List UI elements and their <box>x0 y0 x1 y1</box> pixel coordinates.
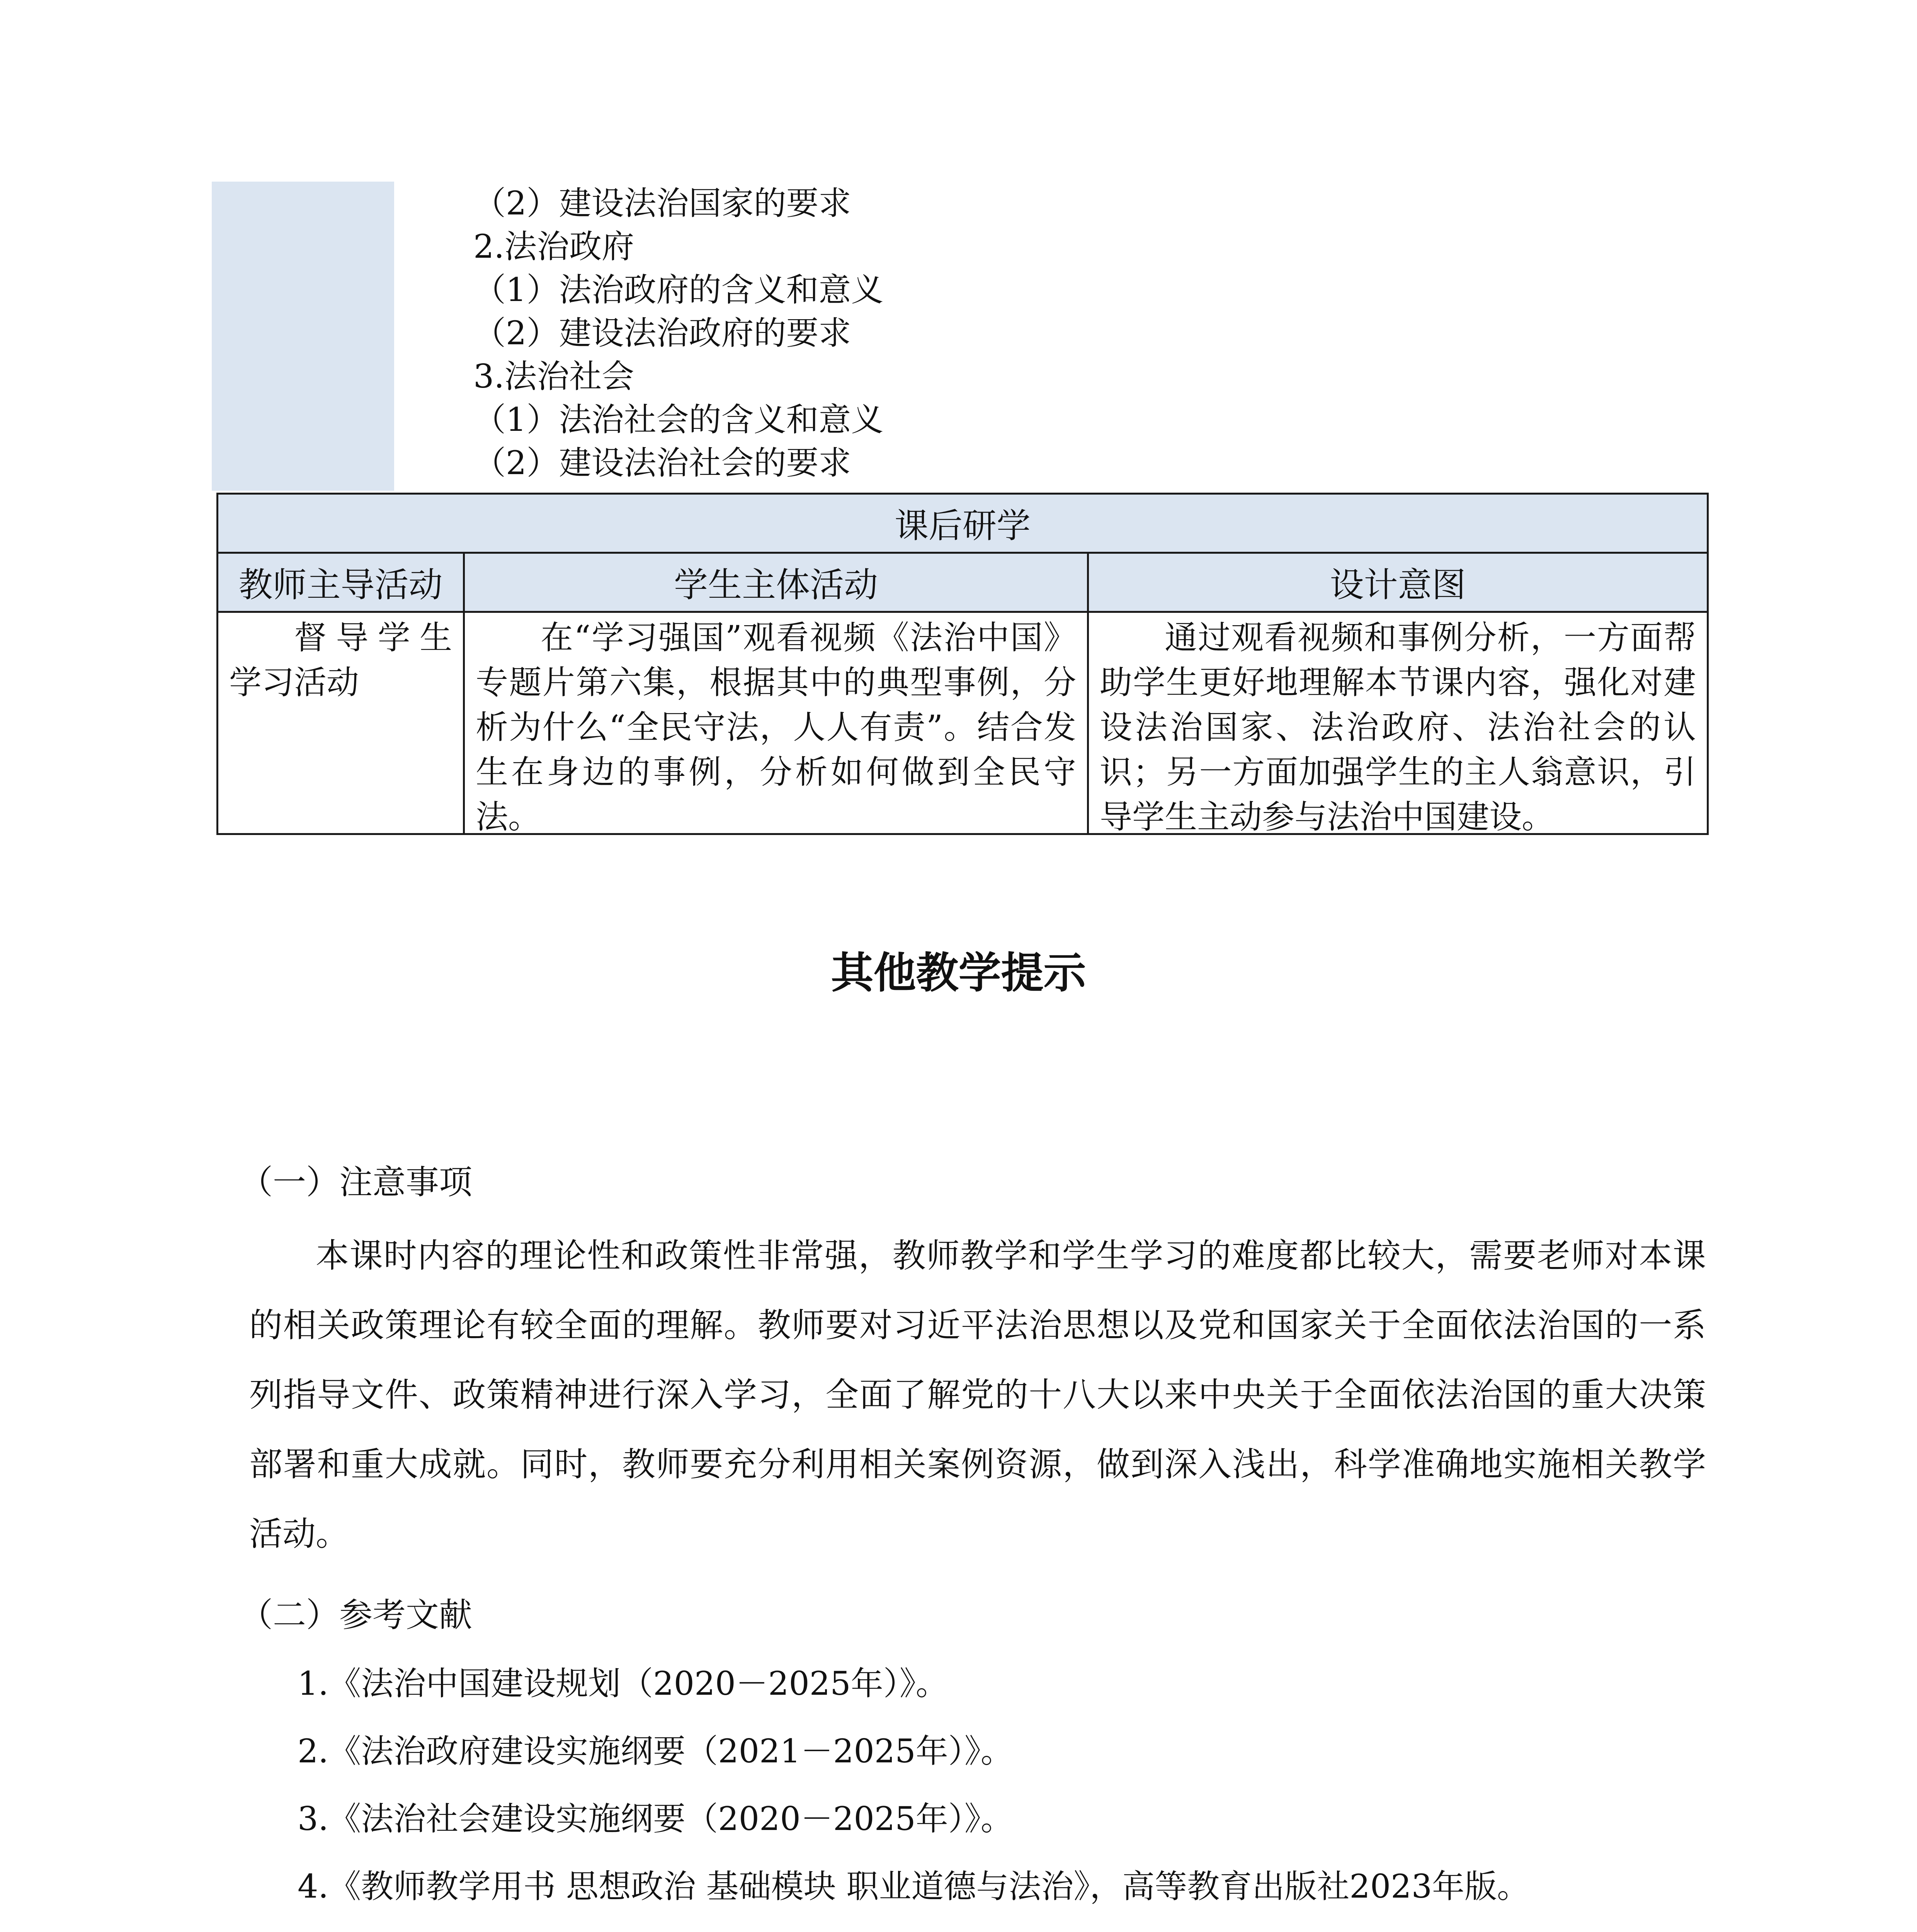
cell-teacher-activity <box>216 611 465 835</box>
header-design-intent: 设计意图 <box>1087 552 1709 613</box>
research-table-title: 课后研学 <box>216 493 1709 554</box>
cell-teacher-text: 督导学生学习活动 <box>229 619 452 701</box>
reference-item: 2.《法治政府建设实施纲要（2021－2025年）》。 <box>298 1732 1013 1770</box>
shaded-left-cell <box>212 182 394 491</box>
header-teacher-activity: 教师主导活动 <box>216 552 465 613</box>
header-student-activity: 学生主体活动 <box>463 552 1089 613</box>
outline-item: （2）建设法治国家的要求 <box>473 184 851 222</box>
outline-item: （1）法治社会的含义和意义 <box>473 401 884 439</box>
notes-paragraph: 本课时内容的理论性和政策性非常强，教师教学和学生学习的难度都比较大，需要老师对本课的相关政策理论有较全面的理解。教师要对习近平法治思想以及党和国家关于全面依法治国的一系列指导文件、政策精神进行深入学习，全面了解党的十八大以来中央关于全面依法治国的重大决策部署和重大成就。同时，教师要充分利用相关案例资源，做到深入浅出，科学准确地实施相关教学活动。 <box>249 1236 1706 1553</box>
reference-item: 1.《法治中国建设规划（2020－2025年）》。 <box>298 1665 948 1702</box>
outline-item: 3.法治社会 <box>473 357 634 395</box>
cell-design-intent <box>1087 611 1709 835</box>
cell-student-activity <box>463 611 1089 835</box>
reference-item: 3.《法治社会建设实施纲要（2020－2025年）》。 <box>298 1800 1013 1838</box>
cell-intent-text: 通过观看视频和事例分析，一方面帮助学生更好地理解本节课内容，强化对建设法治国家、法治政府、法治社会的认识；另一方面加强学生的主人翁意识，引导学生主动参与法治中国建设。 <box>1100 619 1696 836</box>
section-title: 其他教学提示 <box>831 948 1086 998</box>
notes-heading: （一）注意事项 <box>240 1163 472 1202</box>
cell-student-text: 在“学习强国”观看视频《法治中国》专题片第六集，根据其中的典型事例，分析为什么“全民守法，人人有责”。结合发生在身边的事例，分析如何做到全民守法。 <box>476 619 1076 836</box>
references-heading: （二）参考文献 <box>240 1596 472 1634</box>
outline-item: 2.法治政府 <box>473 228 634 265</box>
outline-item: （1）法治政府的含义和意义 <box>473 271 884 309</box>
reference-item: 4.《教师教学用书 思想政治 基础模块 职业道德与法治》，高等教育出版社2023年版。 <box>298 1867 1530 1905</box>
outline-item: （2）建设法治社会的要求 <box>473 444 851 482</box>
outline-item: （2）建设法治政府的要求 <box>473 314 851 352</box>
